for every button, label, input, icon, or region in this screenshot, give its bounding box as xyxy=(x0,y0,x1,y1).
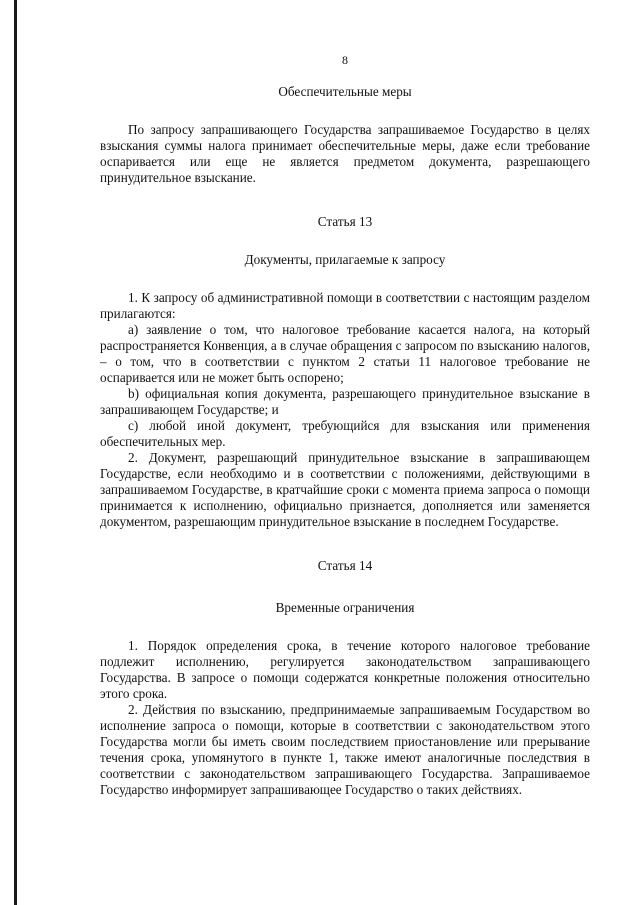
article-14-number: Статья 14 xyxy=(317,558,373,573)
article-13-item-c: c) любой иной документ, требующийся для взыскания или применения обеспечительных мер. xyxy=(100,418,590,449)
article-13-paragraph-2: 2. Документ, разрешающий принудительное взыскание в запрашивающем Государстве, если необходимо и в соответствии с положениями, действующими в запрашиваемом Государстве, в кратчайшие сроки с момента приема запроса о помощи принимается к исполнению, официально признается, дополняется или заменяется документом, разрешающим принудительное взыскание в последнем Государстве. xyxy=(100,450,590,529)
article-14-title: Временные ограничения xyxy=(275,600,415,615)
document-page xyxy=(100,52,590,798)
article-13-title: Документы, прилагаемые к запросу xyxy=(244,252,446,267)
section-paragraph: По запросу запрашивающего Государства запрашиваемое Государство в целях взыскания суммы налога принимает обеспечительные меры, даже если требование оспаривается или еще не является предметом документа, разрешающего принудительное взыскание. xyxy=(100,122,590,185)
article-13-item-a: а) заявление о том, что налоговое требование касается налога, на который распространяется Конвенция, а в случае обращения с запросом по взысканию налогов, – о том, что в соответствии с пунктом 2 статьи 11 налоговое требование не оспаривается или не может быть оспорено; xyxy=(100,322,590,385)
article-13-item-b: b) официальная копия документа, разрешающего принудительное взыскание в запрашивающем Государстве; и xyxy=(100,386,590,417)
article-14-paragraph-1: 1. Порядок определения срока, в течение которого налоговое требование подлежит исполнению, регулируется законодательством запрашивающего Государства. В запросе о помощи содержатся конкретные положения относительно этого срока. xyxy=(100,638,590,701)
article-13-paragraph-1: 1. К запросу об административной помощи в соответствии с настоящим разделом прилагаются: xyxy=(100,290,590,321)
article-14-paragraph-2: 2. Действия по взысканию, предпринимаемые запрашиваемым Государством во исполнение запроса о помощи, которые в соответствии с законодательством этого Государства могли бы иметь своим последствием приостановление или прерывание течения срока, упомянутого в пункте 1, также имеют аналогичные последствия в соответствии с законодательством запрашивающего Государства. Запрашиваемое Государство информирует запрашивающее Государство о таких действиях. xyxy=(100,702,590,797)
scan-edge-line xyxy=(14,0,17,905)
page-number: 8 xyxy=(342,53,348,67)
section-heading: Обеспечительные меры xyxy=(278,84,412,99)
article-13-number: Статья 13 xyxy=(317,214,373,229)
